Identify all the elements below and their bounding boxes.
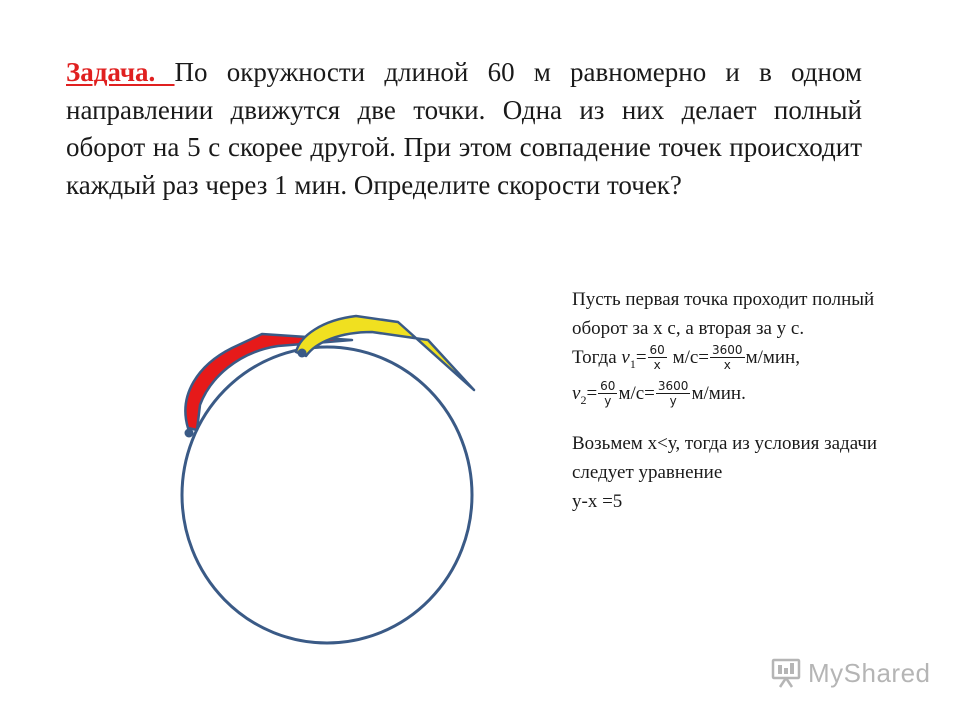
v2-frac-min-num: 3600 <box>657 378 689 393</box>
v2-sub: 2 <box>580 392 587 407</box>
v1-sym: v <box>621 347 630 368</box>
yellow-arrow <box>296 316 474 390</box>
logo-text: MyShared <box>808 657 931 688</box>
v2-frac-sec-num: 60 <box>600 378 616 393</box>
solution-block <box>572 285 932 516</box>
v2-unit-min: м/мин. <box>691 382 746 404</box>
v2-frac-min <box>656 379 691 408</box>
spacer <box>572 415 932 429</box>
point-first <box>185 429 194 438</box>
v1-prefix: Тогда <box>572 347 622 368</box>
v1-frac-sec-den: x <box>653 358 661 373</box>
v1-eq: = <box>635 347 647 368</box>
v1-symbol <box>621 347 636 371</box>
v1-frac-min <box>710 343 745 372</box>
v2-frac-sec <box>598 379 617 408</box>
v1-unit-min: м/мин, <box>745 347 800 368</box>
problem-text: По окружности длиной 60 м равномерно и в одном направлении движутся две точки. Одна из них делает полный оборот на 5 с скорее другой. При этом совпадение точек происходит каждый раз через 1 мин. Определите скорости точек? <box>66 57 862 200</box>
equation: у-х =5 <box>572 490 623 512</box>
v2-formula <box>572 379 932 415</box>
v1-frac-min-den: x <box>723 358 731 373</box>
v2-unit-sec: м/с= <box>618 382 655 404</box>
solution-intro: Пусть первая точка проходит полный оборот за х с, а вторая за у с. <box>572 289 875 339</box>
v1-frac-sec-num: 60 <box>649 343 665 358</box>
v2-sym: v <box>572 382 581 404</box>
v2-frac-sec-den: y <box>604 393 612 408</box>
track-circle <box>182 347 472 643</box>
v2-symbol <box>572 382 587 407</box>
assumption-text: Возьмем х<у, тогда из условия задачи следует уравнение <box>572 432 878 483</box>
v1-sub: 1 <box>629 356 636 371</box>
point-second <box>298 349 307 358</box>
v2-eq: = <box>586 382 598 404</box>
myshared-logo[interactable] <box>770 655 931 691</box>
presentation-board-icon <box>770 658 802 688</box>
v1-unit-sec: м/с= <box>667 347 710 368</box>
problem-label: Задача. <box>66 57 175 87</box>
v1-frac-min-num: 3600 <box>712 343 743 358</box>
v2-frac-min-den: y <box>669 393 677 408</box>
v1-formula <box>572 343 932 379</box>
v1-frac-sec <box>648 343 667 372</box>
